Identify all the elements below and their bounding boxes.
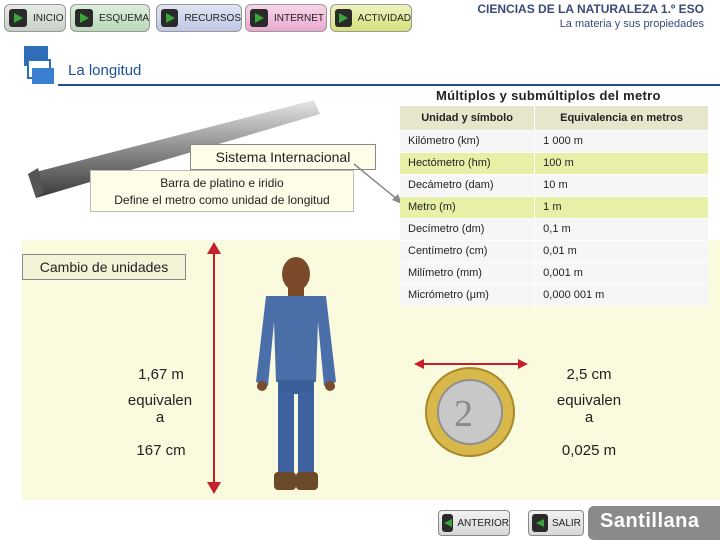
boy-height-value: 1,67 m: [138, 366, 184, 383]
table-row: [400, 196, 708, 218]
table-cell-equiv: 100 m: [535, 152, 708, 174]
play-arrow-icon: [9, 9, 27, 27]
boy-converted-value: 167 cm: [136, 442, 186, 459]
section-title: La longitud: [68, 62, 142, 79]
play-arrow-icon: [335, 9, 352, 27]
table-cell-unit: Decímetro (dm): [400, 218, 535, 240]
nav-actividad-label: ACTIVIDAD: [357, 12, 411, 24]
table-cell-unit: Centímetro (cm): [400, 240, 535, 262]
boy-equiv-text: [120, 392, 200, 426]
unit-subtitle: La materia y sus propiedades: [559, 18, 704, 30]
boy-equiv-line1: equivalen: [127, 392, 193, 409]
play-arrow-icon: [161, 9, 178, 27]
table-row: [400, 262, 708, 284]
coin-diameter-value: 2,5 cm: [566, 366, 612, 383]
si-description: [90, 170, 354, 212]
nav-internet-label: INTERNET: [274, 12, 324, 24]
table-title: Múltiplos y submúltiplos del metro: [436, 88, 661, 103]
si-desc-line1: Barra de platino e iridio: [160, 176, 284, 190]
nav-recursos-button[interactable]: [156, 4, 242, 32]
santillana-logo: Santillana: [600, 510, 700, 532]
section-header: [0, 44, 720, 86]
table-row: [400, 218, 708, 240]
back-arrow-icon: [442, 514, 453, 532]
table-cell-unit: Metro (m): [400, 196, 535, 218]
cambio-label: Cambio de unidades: [22, 254, 186, 280]
table-header-equiv: Equivalencia en metros: [535, 106, 708, 130]
table-header-row: [400, 106, 708, 130]
play-arrow-icon: [250, 9, 268, 27]
anterior-label: ANTERIOR: [457, 517, 509, 529]
nav-esquema-label: ESQUEMA: [98, 12, 149, 24]
table-cell-equiv: 1 000 m: [535, 130, 708, 152]
nav-esquema-button[interactable]: [70, 4, 150, 32]
nav-inicio-label: INICIO: [33, 12, 64, 24]
table-row: [400, 174, 708, 196]
nav-inicio-button[interactable]: [4, 4, 66, 32]
table-cell-unit: Hectómetro (hm): [400, 152, 535, 174]
si-desc-line2: Define el metro como unidad de longitud: [114, 193, 330, 207]
table-row: [400, 240, 708, 262]
units-table: [400, 106, 708, 306]
play-arrow-icon: [75, 9, 93, 27]
table-row: [400, 130, 708, 152]
section-divider: [58, 84, 720, 86]
nav-internet-button[interactable]: [245, 4, 327, 32]
section-icon: [22, 46, 56, 86]
coin-value-text: 2: [454, 393, 473, 435]
table-row: [400, 152, 708, 174]
anterior-button[interactable]: [438, 510, 510, 536]
top-navigation: [0, 0, 720, 36]
euro-coin-image: [424, 366, 516, 458]
table-header-unit: Unidad y símbolo: [400, 106, 535, 130]
table-cell-unit: Milímetro (mm): [400, 262, 535, 284]
salir-label: SALIR: [552, 517, 581, 529]
exit-arrow-icon: [532, 514, 548, 532]
coin-equiv-line2: a: [584, 409, 594, 426]
table-cell-equiv: 0,01 m: [535, 240, 708, 262]
header-title-block: [477, 2, 704, 30]
course-title: CIENCIAS DE LA NATURALEZA 1.º ESO: [477, 2, 704, 16]
salir-button[interactable]: [528, 510, 584, 536]
height-measure-line: [213, 246, 215, 492]
boy-image: [244, 252, 348, 494]
table-cell-equiv: 1 m: [535, 196, 708, 218]
table-cell-equiv: 0,1 m: [535, 218, 708, 240]
table-cell-unit: Decámetro (dam): [400, 174, 535, 196]
coin-diameter-arrow: [412, 354, 530, 374]
table-row: [400, 284, 708, 306]
table-cell-unit: Micrómetro (μm): [400, 284, 535, 306]
boy-equiv-line2: a: [155, 409, 165, 426]
table-cell-equiv: 0,000 001 m: [535, 284, 708, 306]
coin-equiv-text: [548, 392, 630, 426]
table-cell-equiv: 10 m: [535, 174, 708, 196]
nav-recursos-label: RECURSOS: [184, 12, 241, 24]
coin-converted-value: 0,025 m: [561, 442, 617, 459]
table-cell-equiv: 0,001 m: [535, 262, 708, 284]
coin-equiv-line1: equivalen: [556, 392, 622, 409]
table-cell-unit: Kilómetro (km): [400, 130, 535, 152]
nav-actividad-button[interactable]: [330, 4, 412, 32]
measure-arrow-bottom-icon: [207, 480, 221, 494]
si-label: Sistema Internacional: [190, 144, 376, 170]
